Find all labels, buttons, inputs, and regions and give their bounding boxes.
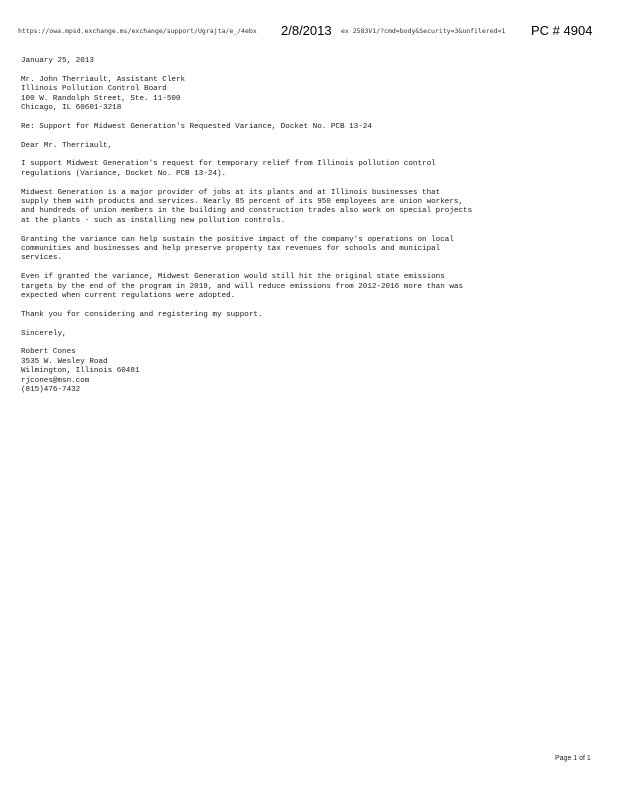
signature-city: Wilmington, Illinois 60481	[21, 367, 140, 376]
signature-name: Robert Cones	[21, 348, 76, 357]
paragraph	[21, 160, 596, 179]
paragraph-line: Midwest Generation is a major provider of jobs at its plants and at Illinois businesses that	[21, 188, 441, 197]
recipient-line: Mr. John Therriault, Assistant Clerk	[21, 75, 186, 84]
public-comment-number: PC # 4904	[531, 23, 593, 38]
page-number: Page 1 of 1	[555, 755, 591, 762]
paragraph-line: regulations (Variance, Docket No. PCB 13-24).	[21, 169, 227, 178]
paragraph	[21, 236, 596, 264]
paragraph-line: Granting the variance can help sustain the positive impact of the company's operations on local	[21, 235, 454, 244]
closing-block	[21, 330, 596, 339]
re-line-block	[21, 123, 596, 132]
paragraph-line: targets by the end of the program in 2019, and will reduce emissions from 2012-2016 more than was	[21, 282, 464, 291]
paragraph-line: and hundreds of union members in the building and construction trades also work on special projects	[21, 207, 473, 216]
recipient-line: 100 W. Randolph Street, Ste. 11-500	[21, 94, 181, 103]
re-line: Re: Support for Midwest Generation's Requested Variance, Docket No. PCB 13-24	[21, 122, 372, 131]
letter-date-block	[21, 57, 596, 66]
paragraph-line: Even if granted the variance, Midwest Generation would still hit the original state emissions	[21, 273, 445, 282]
header-date: 2/8/2013	[281, 23, 332, 38]
letter-date: January 25, 2013	[21, 57, 94, 65]
salutation-block	[21, 142, 596, 151]
paragraph-line: supply them with products and services. Nearly 85 percent of its 950 employees are union workers,	[21, 198, 464, 207]
paragraph-line: expected when current regulations were adopted.	[21, 292, 236, 301]
paragraph-line: Thank you for considering and registering my support.	[21, 310, 263, 319]
closing: Sincerely,	[21, 329, 67, 338]
recipient-line: Chicago, IL 60601-3218	[21, 104, 122, 113]
salutation: Dear Mr. Therriault,	[21, 141, 113, 150]
paragraph	[21, 189, 596, 227]
paragraph	[21, 311, 596, 320]
paragraph-line: services.	[21, 254, 63, 263]
header-url-left: https://owa.mpsd.exchange.ms/exchange/support/Ugrajta/e_/4ebx	[18, 27, 257, 35]
letter-body	[21, 57, 596, 405]
paragraph-line: I support Midwest Generation's request for temporary relief from Illinois pollution control	[21, 160, 436, 169]
paragraph-line: at the plants - such as installing new pollution controls.	[21, 216, 286, 225]
signature-email: rjcones@msn.com	[21, 376, 90, 385]
signature-street: 3535 W. Wesley Road	[21, 357, 108, 366]
paragraph-line: communities and businesses and help preserve property tax revenues for schools and municipal	[21, 245, 441, 254]
header-url-right: ex 2583V1/?cmd=body&Security=3&unfilered=1	[341, 27, 506, 35]
signature-phone: (815)476-7432	[21, 386, 81, 395]
paragraph	[21, 273, 596, 301]
recipient-line: Illinois Pollution Control Board	[21, 85, 167, 94]
recipient-address	[21, 76, 596, 114]
signature-block	[21, 348, 596, 395]
